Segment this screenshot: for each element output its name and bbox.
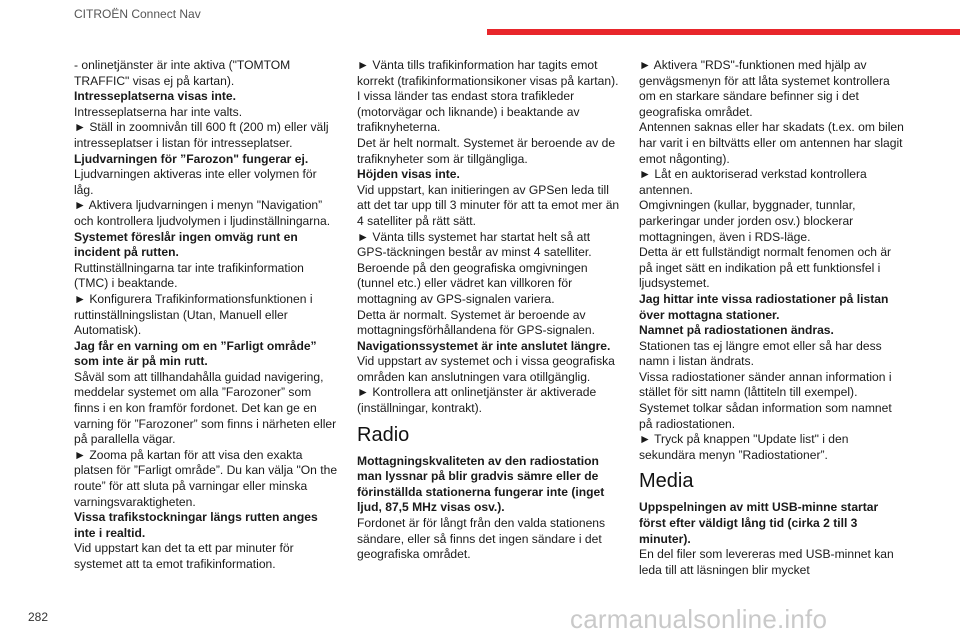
- question-heading: Vissa trafikstockningar längs rutten anges inte i realtid.: [74, 510, 318, 540]
- paragraph: ► Vänta tills trafikinformation har tagits emot korrekt (trafikinformationsikoner visas på kartan).: [357, 58, 619, 88]
- question-heading: Jag får en varning om en ”Farligt område” som inte är på min rutt.: [74, 338, 317, 369]
- paragraph: ► Ställ in zoomnivån till 600 ft (200 m) eller välj intresseplatser i listan för intresseplatser.: [74, 120, 329, 150]
- paragraph: Vissa radiostationer sänder annan information i stället för sitt namn (låttiteln till exempel).: [639, 369, 892, 400]
- paragraph: Omgivningen (kullar, byggnader, tunnlar, parkeringar under jorden osv.) blockerar mottagningen, även i RDS-läge.: [639, 198, 856, 244]
- paragraph: Såväl som att tillhandahålla guidad navigering, meddelar systemet om alla ”Farozoner” som finns i en kon framför fordonet. Det kan ge en varning för ”Farozoner” som finns i närheten eller på parallella vägar.: [74, 369, 337, 447]
- page-number: 282: [28, 610, 49, 624]
- paragraph: ► Aktivera ljudvarningen i menyn "Navigation” och kontrollera ljudvolymen i ljudinställningarna.: [74, 198, 331, 228]
- header-title: CITROËN Connect Nav: [74, 7, 201, 21]
- watermark: carmanualsonline.info: [570, 604, 828, 634]
- question-heading: Jag hittar inte vissa radiostationer på listan över mottagna stationer.: [639, 291, 889, 322]
- paragraph: Vid uppstart, kan initieringen av GPSen leda till att det tar upp till 3 minuter för att ta emot mer än 4 satelliter på rätt sätt.: [357, 182, 620, 228]
- paragraph: Ruttinställningarna tar inte trafikinformation (TMC) i beaktande.: [74, 260, 304, 291]
- question-heading: Systemet föreslår ingen omväg runt en incident på rutten.: [74, 229, 298, 260]
- paragraph: Ljudvarningen aktiveras inte eller volymen för låg.: [74, 167, 317, 197]
- paragraph: Vid uppstart av systemet och i vissa geografiska områden kan anslutningen vara otillgänglig.: [357, 354, 615, 384]
- paragraph: ► Kontrollera att onlinetjänster är aktiverade (inställningar, kontrakt).: [357, 385, 597, 416]
- paragraph: ► Zooma på kartan för att visa den exakta platsen för ”Farligt område”. Du kan välja "On the route” för att sluta på varningar eller minska varningsvaraktigheten.: [74, 447, 338, 509]
- paragraph: En del filer som levereras med USB-minnet kan leda till att läsningen blir mycket: [639, 547, 894, 577]
- question-heading: Ljudvarningen för ”Farozon" fungerar ej.: [74, 151, 309, 166]
- paragraph: Beroende på den geografiska omgivningen (tunnel etc.) eller vädret kan villkoren för mottagning av GPS-signalen variera.: [357, 260, 588, 306]
- paragraph: Antennen saknas eller har skadats (t.ex. om bilen har varit i en biltvätts eller om antennen har slagit emot någonting).: [639, 120, 904, 166]
- question-heading: Intresseplatserna visas inte.: [74, 89, 237, 104]
- paragraph: Detta är ett fullständigt normalt fenomen och är på inget sätt en indikation på ett funktionsfel i ljudsystemet.: [639, 245, 892, 291]
- question-heading: Namnet på radiostationen ändras.: [639, 323, 834, 338]
- question-heading: Höjden visas inte.: [357, 167, 460, 182]
- paragraph: Systemet tolkar sådan information som namnet på radiostationen.: [639, 401, 892, 431]
- paragraph: Detta är normalt. Systemet är beroende av mottagningsförhållandena för GPS-signalen.: [357, 307, 595, 338]
- section-heading: Radio: [357, 423, 410, 446]
- header-accent-bar: [487, 29, 960, 35]
- question-heading: Uppspelningen av mitt USB-minne startar först efter väldigt lång tid (cirka 2 till 3 minuter).: [639, 500, 879, 546]
- question-heading: Mottagningskvaliteten av den radiostation man lyssnar på blir gradvis sämre eller de förinställda stationerna fungerar inte (inget ljud, 87,5 MHz visas osv.).: [357, 453, 605, 515]
- paragraph: Intresseplatserna har inte valts.: [74, 104, 243, 119]
- paragraph: Fordonet är för långt från den valda stationens sändare, eller så finns det ingen sändare i det geografiska området.: [357, 516, 606, 562]
- paragraph: Stationen tas ej längre emot eller så har dess namn i listan ändrats.: [639, 338, 882, 369]
- paragraph: - onlinetjänster är inte aktiva ("TOMTOM TRAFFIC" visas ej på kartan).: [74, 58, 291, 88]
- section-heading: Media: [639, 470, 694, 493]
- column-2: [357, 58, 622, 563]
- paragraph: ► Tryck på knappen "Update list" i den sekundära menyn ”Radiostationer”.: [639, 432, 849, 462]
- column-3: [639, 58, 904, 578]
- paragraph: ► Aktivera "RDS"-funktionen med hjälp av genvägsmenyn för att låta systemet kontrollera om en starkare sändare befinner sig i det geografiska området.: [639, 58, 890, 119]
- column-1: [74, 58, 339, 573]
- paragraph: ► Konfigurera Trafikinformationsfunktionen i ruttinställningslistan (Utan, Manuell eller Automatisk).: [74, 291, 313, 338]
- paragraph: ► Vänta tills systemet har startat helt så att GPS-täckningen består av minst 4 satelliter.: [357, 229, 592, 260]
- paragraph: Vid uppstart kan det ta ett par minuter för systemet att ta emot trafikinformation.: [74, 541, 294, 571]
- question-heading: Navigationssystemet är inte anslutet längre.: [357, 338, 611, 353]
- paragraph: I vissa länder tas endast stora trafikleder (motorvägar och liknande) i beaktande av trafiknyheterna.: [357, 89, 580, 135]
- paragraph: Det är helt normalt. Systemet är beroende av de trafiknyheter som är tillgängliga.: [357, 135, 616, 166]
- paragraph: ► Låt en auktoriserad verkstad kontrollera antennen.: [639, 167, 867, 197]
